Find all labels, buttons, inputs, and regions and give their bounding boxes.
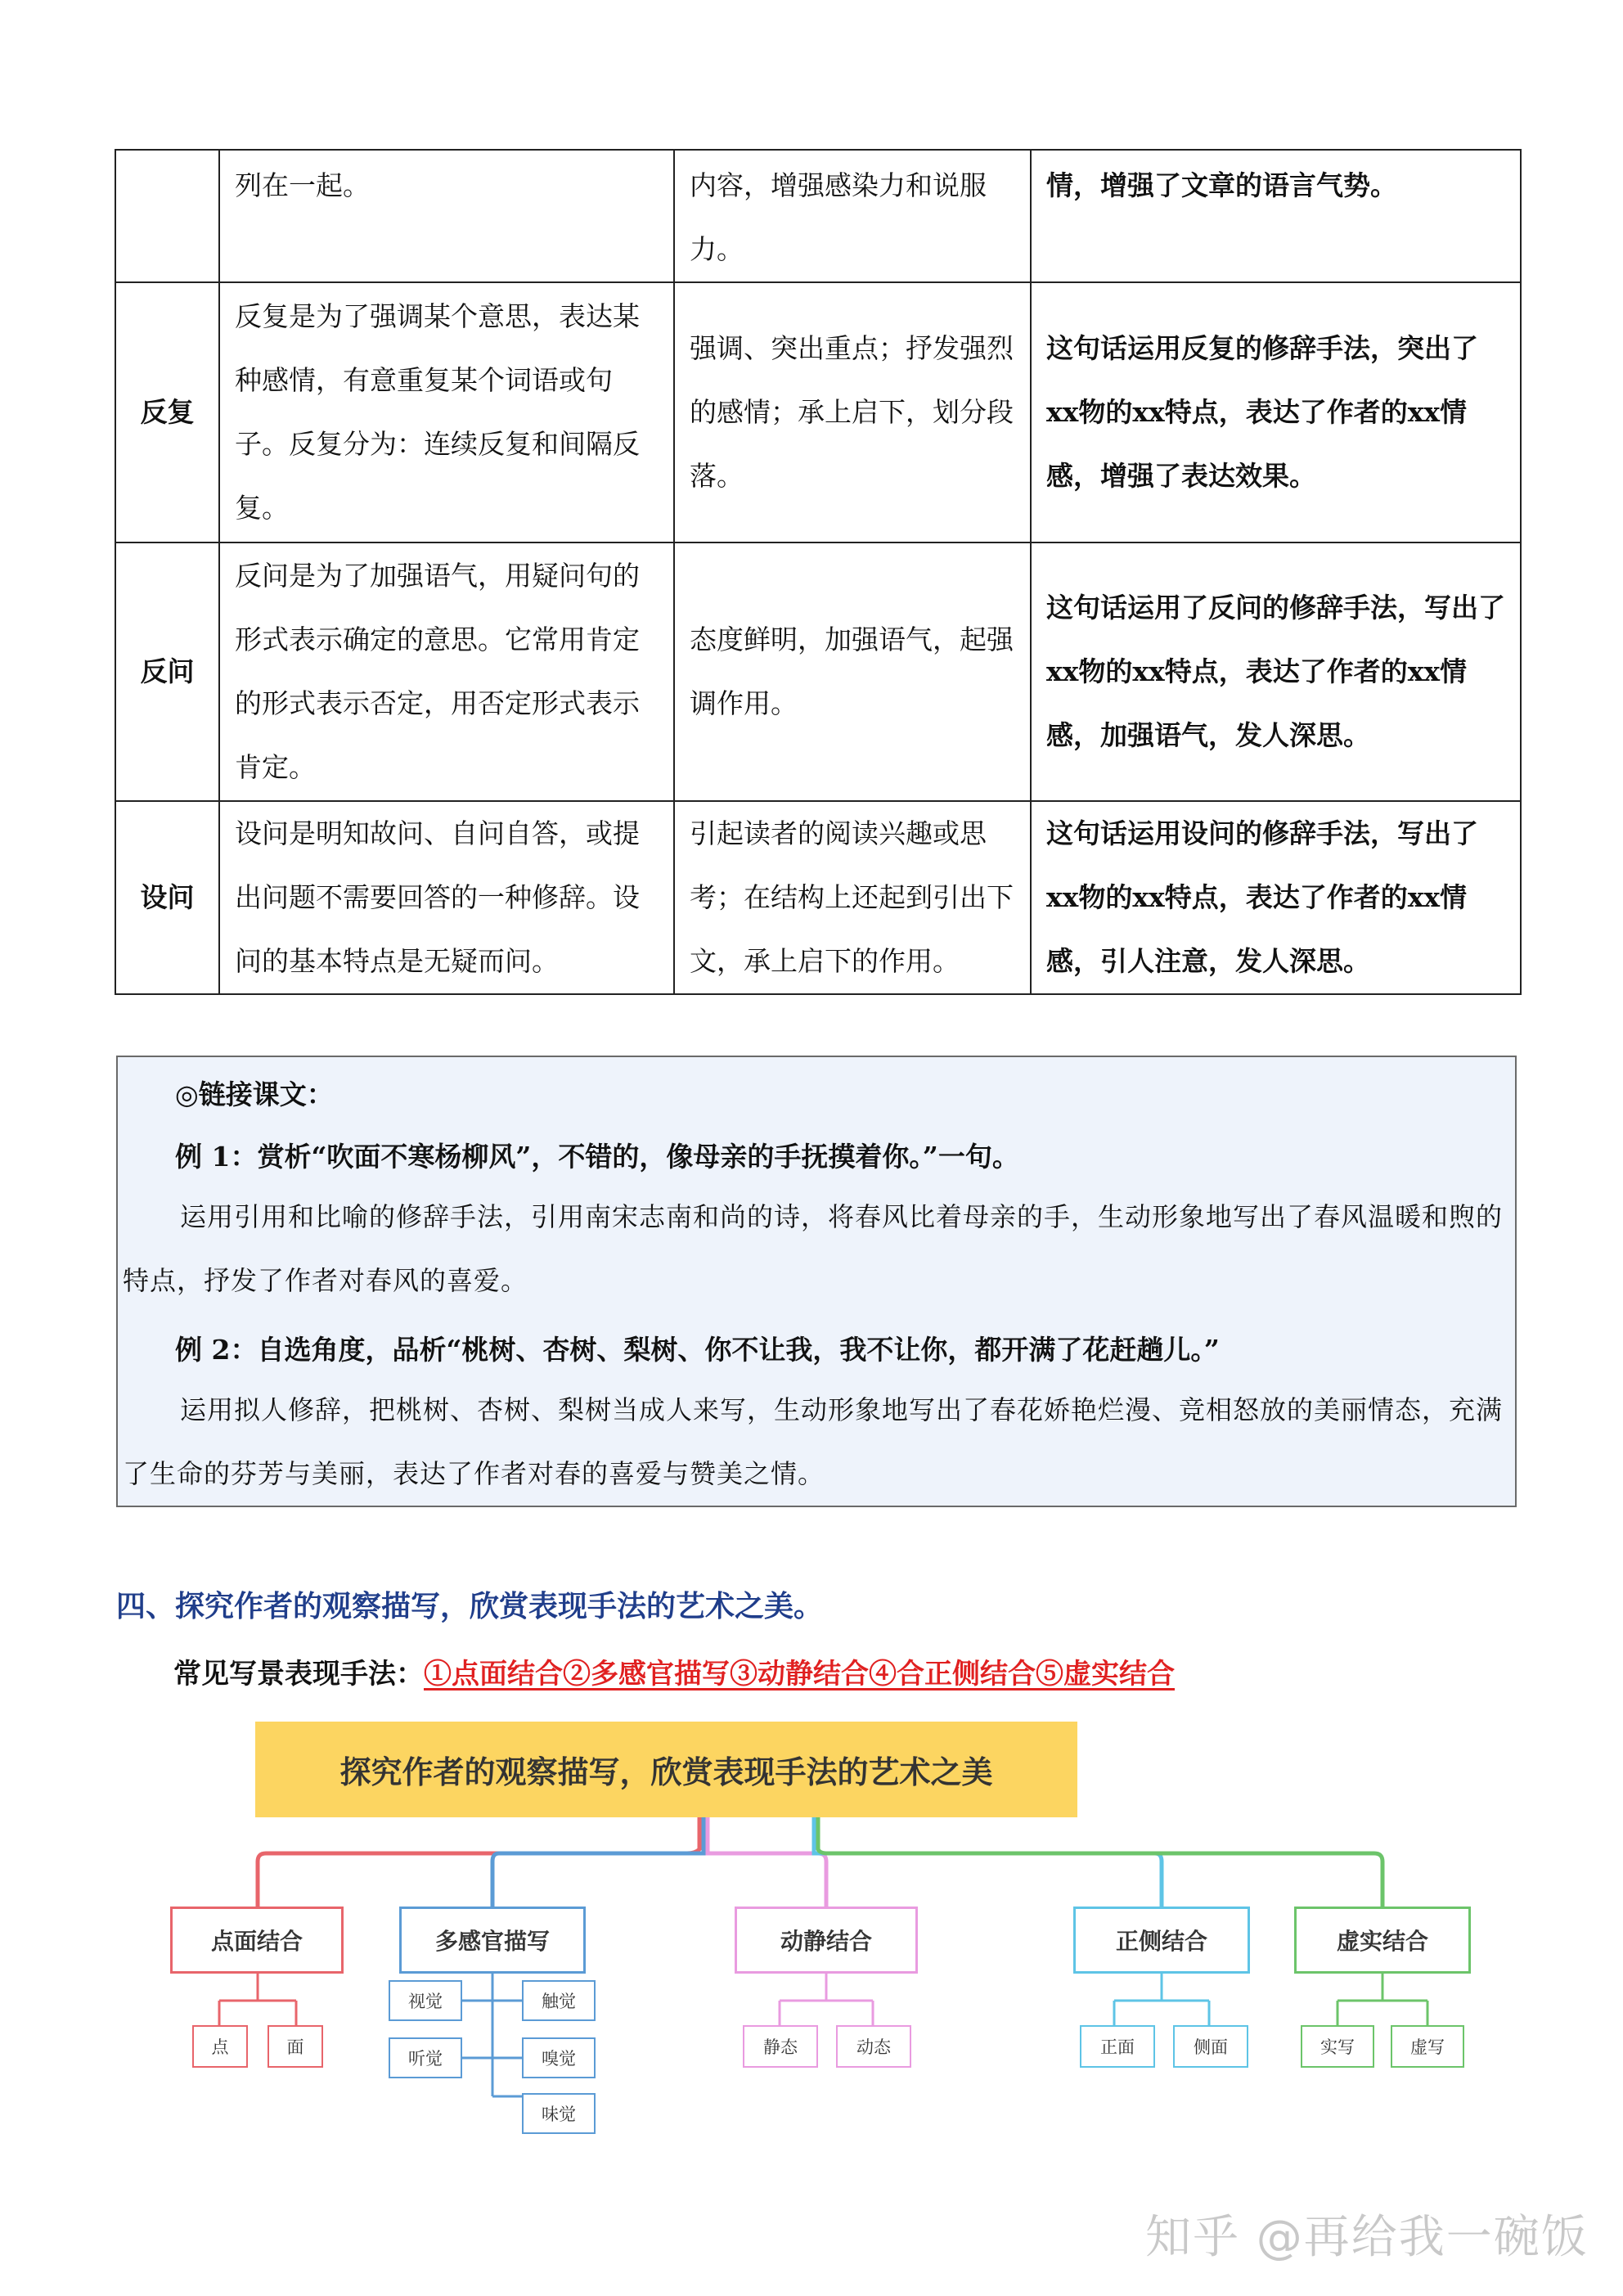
rhetoric-table [115,149,1522,995]
device-answer: 这句话运用设问的修辞手法，写出了xx物的xx特点，表达了作者的xx情感，引人注意，发人深思。 [1031,801,1521,994]
leaf-node: 虚写 [1391,2025,1464,2068]
device-answer: 这句话运用了反问的修辞手法，写出了xx物的xx特点，表达了作者的xx情感，加强语气，发人深思。 [1031,542,1521,801]
leaf-node: 正面 [1080,2025,1155,2068]
leaf-node: 实写 [1301,2025,1374,2068]
branch-node: 正侧结合 [1073,1907,1250,1974]
leaf-node: 静态 [743,2025,818,2068]
device-effect: 引起读者的阅读兴趣或思考；在结构上还起到引出下文，承上启下的作用。 [674,801,1031,994]
example-1-answer: 运用引用和比喻的修辞手法，引用南宋志南和尚的诗，将春风比着母亲的手，生动形象地写出了春风温暖和煦的特点，抒发了作者对春风的喜爱。 [123,1201,1504,1296]
device-definition: 列在一起。 [219,150,674,282]
branch-node: 动静结合 [735,1907,918,1974]
methods-line [173,1651,1175,1691]
watermark: 知乎 @再给我一碗饭 [1145,2211,1589,2264]
device-answer: 情，增强了文章的语言气势。 [1031,150,1521,282]
mindmap-title: 探究作者的观察描写，欣赏表现手法的艺术之美 [255,1722,1077,1817]
branch-node: 多感官描写 [399,1907,586,1974]
device-definition: 反复是为了强调某个意思，表达某种感情，有意重复某个词语或句子。反复分为：连续反复和间隔反复。 [219,282,674,542]
link-textbook-box [116,1056,1517,1507]
device-definition: 反问是为了加强语气，用疑问句的形式表示确定的意思。它常用肯定的形式表示否定，用否定形式表示肯定。 [219,542,674,801]
table-row [115,282,1521,542]
leaf-node: 听觉 [389,2037,462,2078]
methods-list: ①点面结合②多感官描写③动静结合④合正侧结合⑤虚实结合 [424,1658,1175,1690]
device-effect: 强调、突出重点；抒发强烈的感情；承上启下，划分段落。 [674,282,1031,542]
section-heading: 四、探究作者的观察描写，欣赏表现手法的艺术之美。 [116,1589,824,1623]
leaf-node: 嗅觉 [522,2037,596,2078]
table-row [115,542,1521,801]
device-name: 反复 [115,282,219,542]
leaf-node: 味觉 [522,2093,596,2134]
table-row [115,801,1521,994]
leaf-node: 视觉 [389,1980,462,2021]
leaf-node: 动态 [836,2025,911,2068]
leaf-node: 面 [268,2025,323,2068]
device-answer: 这句话运用反复的修辞手法，突出了xx物的xx特点，表达了作者的xx情感，增强了表达效果。 [1031,282,1521,542]
methods-label: 常见写景表现手法： [173,1658,424,1690]
link-box-title: ◎链接课文： [175,1078,334,1110]
branch-node: 点面结合 [170,1907,344,1974]
example-2-question: 例 2：自选角度，品析“桃树、杏树、梨树、你不让我，我不让你，都开满了花赶趟儿。” [175,1334,1220,1366]
device-name: 设问 [115,801,219,994]
device-name [115,150,219,282]
device-definition: 设问是明知故问、自问自答，或提出问题不需要回答的一种修辞。设问的基本特点是无疑而问。 [219,801,674,994]
leaf-node: 点 [192,2025,248,2068]
device-name: 反问 [115,542,219,801]
leaf-node: 侧面 [1173,2025,1248,2068]
branch-node: 虚实结合 [1294,1907,1471,1974]
device-effect: 内容，增强感染力和说服力。 [674,150,1031,282]
table-row [115,150,1521,282]
leaf-node: 触觉 [522,1980,596,2021]
device-effect: 态度鲜明，加强语气，起强调作用。 [674,542,1031,801]
example-2-answer: 运用拟人修辞，把桃树、杏树、梨树当成人来写，生动形象地写出了春花娇艳烂漫、竞相怒放的美丽情态，充满了生命的芬芳与美丽，表达了作者对春的喜爱与赞美之情。 [123,1394,1504,1489]
example-1-question: 例 1：赏析“吹面不寒杨柳风”，不错的，像母亲的手抚摸着你。”一句。 [175,1141,1019,1173]
